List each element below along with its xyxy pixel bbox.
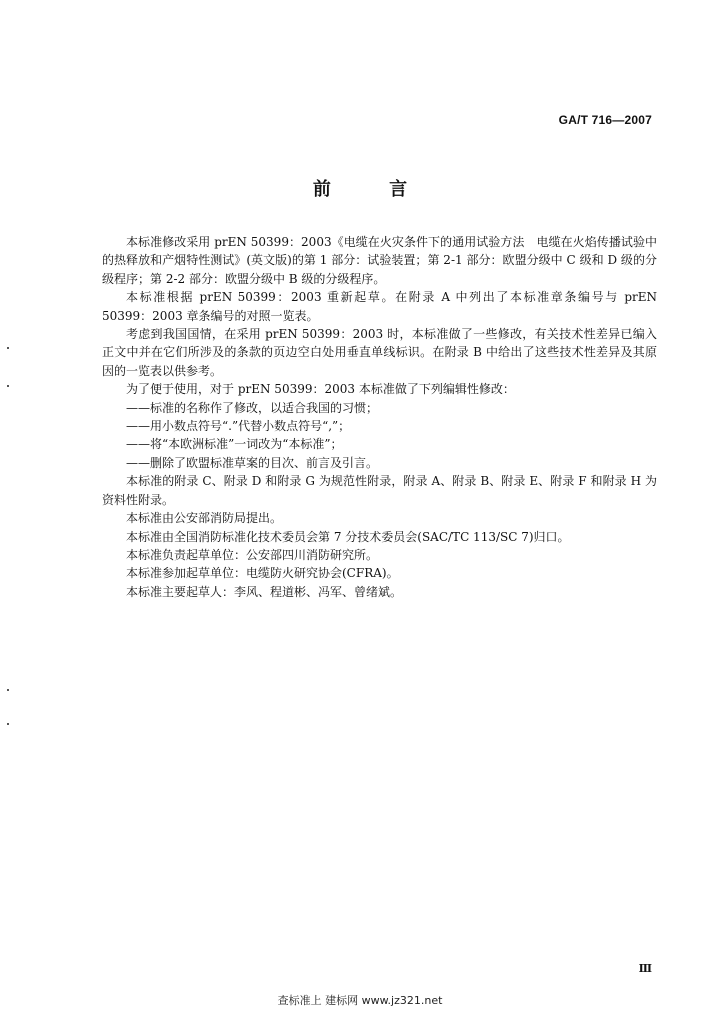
paragraph-proposed-by: 本标准由公安部消防局提出。: [126, 511, 283, 526]
list-item-editorial-change: ——删除了欧盟标准草案的目次、前言及引言。: [126, 455, 379, 470]
page-title: 前 言: [312, 179, 434, 200]
paragraph-adoption: 本标准修改采用 prEN 50399：2003《电缆在火灾条件下的通用试验方法 电缆在火焰传播试验中的热释放和产烟特性测试》(英文版)的第 1 部分：试验装置；第 2-1 部分：欧盟分级中 C 级和 D 级的分级程序；第 2-2 部分：欧盟分级中 B 级的分级程序。: [102, 235, 657, 286]
paragraph-participating-drafter: 本标准参加起草单位：电缆防火研究协会(CFRA)。: [126, 566, 399, 581]
paragraph-editorial-changes-intro: 为了便于使用，对于 prEN 50399：2003 本标准做了下列编辑性修改：: [126, 382, 515, 397]
foreword-body: [102, 233, 657, 601]
paragraph-responsible-drafter: 本标准负责起草单位：公安部四川消防研究所。: [126, 547, 379, 562]
page-number: Ⅲ: [638, 962, 652, 975]
margin-mark: [7, 347, 9, 349]
paragraph-annexes: 本标准的附录 C、附录 D 和附录 G 为规范性附录，附录 A、附录 B、附录 E、附录 F 和附录 H 为资料性附录。: [102, 474, 657, 507]
list-item-editorial-change: ——标准的名称作了修改，以适合我国的习惯；: [126, 400, 379, 415]
list-item-editorial-change: ——用小数点符号“.”代替小数点符号“,”；: [126, 419, 351, 434]
margin-mark: [7, 385, 9, 387]
paragraph-drafting-basis: 本标准根据 prEN 50399：2003 重新起草。在附录 A 中列出了本标准章条编号与 prEN 50399：2003 章条编号的对照一览表。: [102, 290, 657, 323]
margin-mark: [7, 723, 9, 725]
standard-code: GA/T 716—2007: [558, 113, 652, 127]
watermark-text: 查标准上 建标网 www.jz321.net: [277, 994, 443, 1007]
paragraph-technical-differences: 考虑到我国国情，在采用 prEN 50399：2003 时，本标准做了一些修改，有关技术性差异已编入正文中并在它们所涉及的条款的页边空白处用垂直单线标识。在附录 B 中给出了这些技术性差异及其原因的一览表以供参考。: [102, 327, 657, 378]
paragraph-under-jurisdiction: 本标准由全国消防标准化技术委员会第 7 分技术委员会(SAC/TC 113/SC 7)归口。: [126, 529, 570, 544]
paragraph-main-drafters: 本标准主要起草人：李风、程道彬、冯军、曾绪斌。: [126, 584, 403, 599]
margin-mark: [7, 689, 9, 691]
list-item-editorial-change: ——将“本欧洲标准”一词改为“本标准”；: [126, 437, 343, 452]
